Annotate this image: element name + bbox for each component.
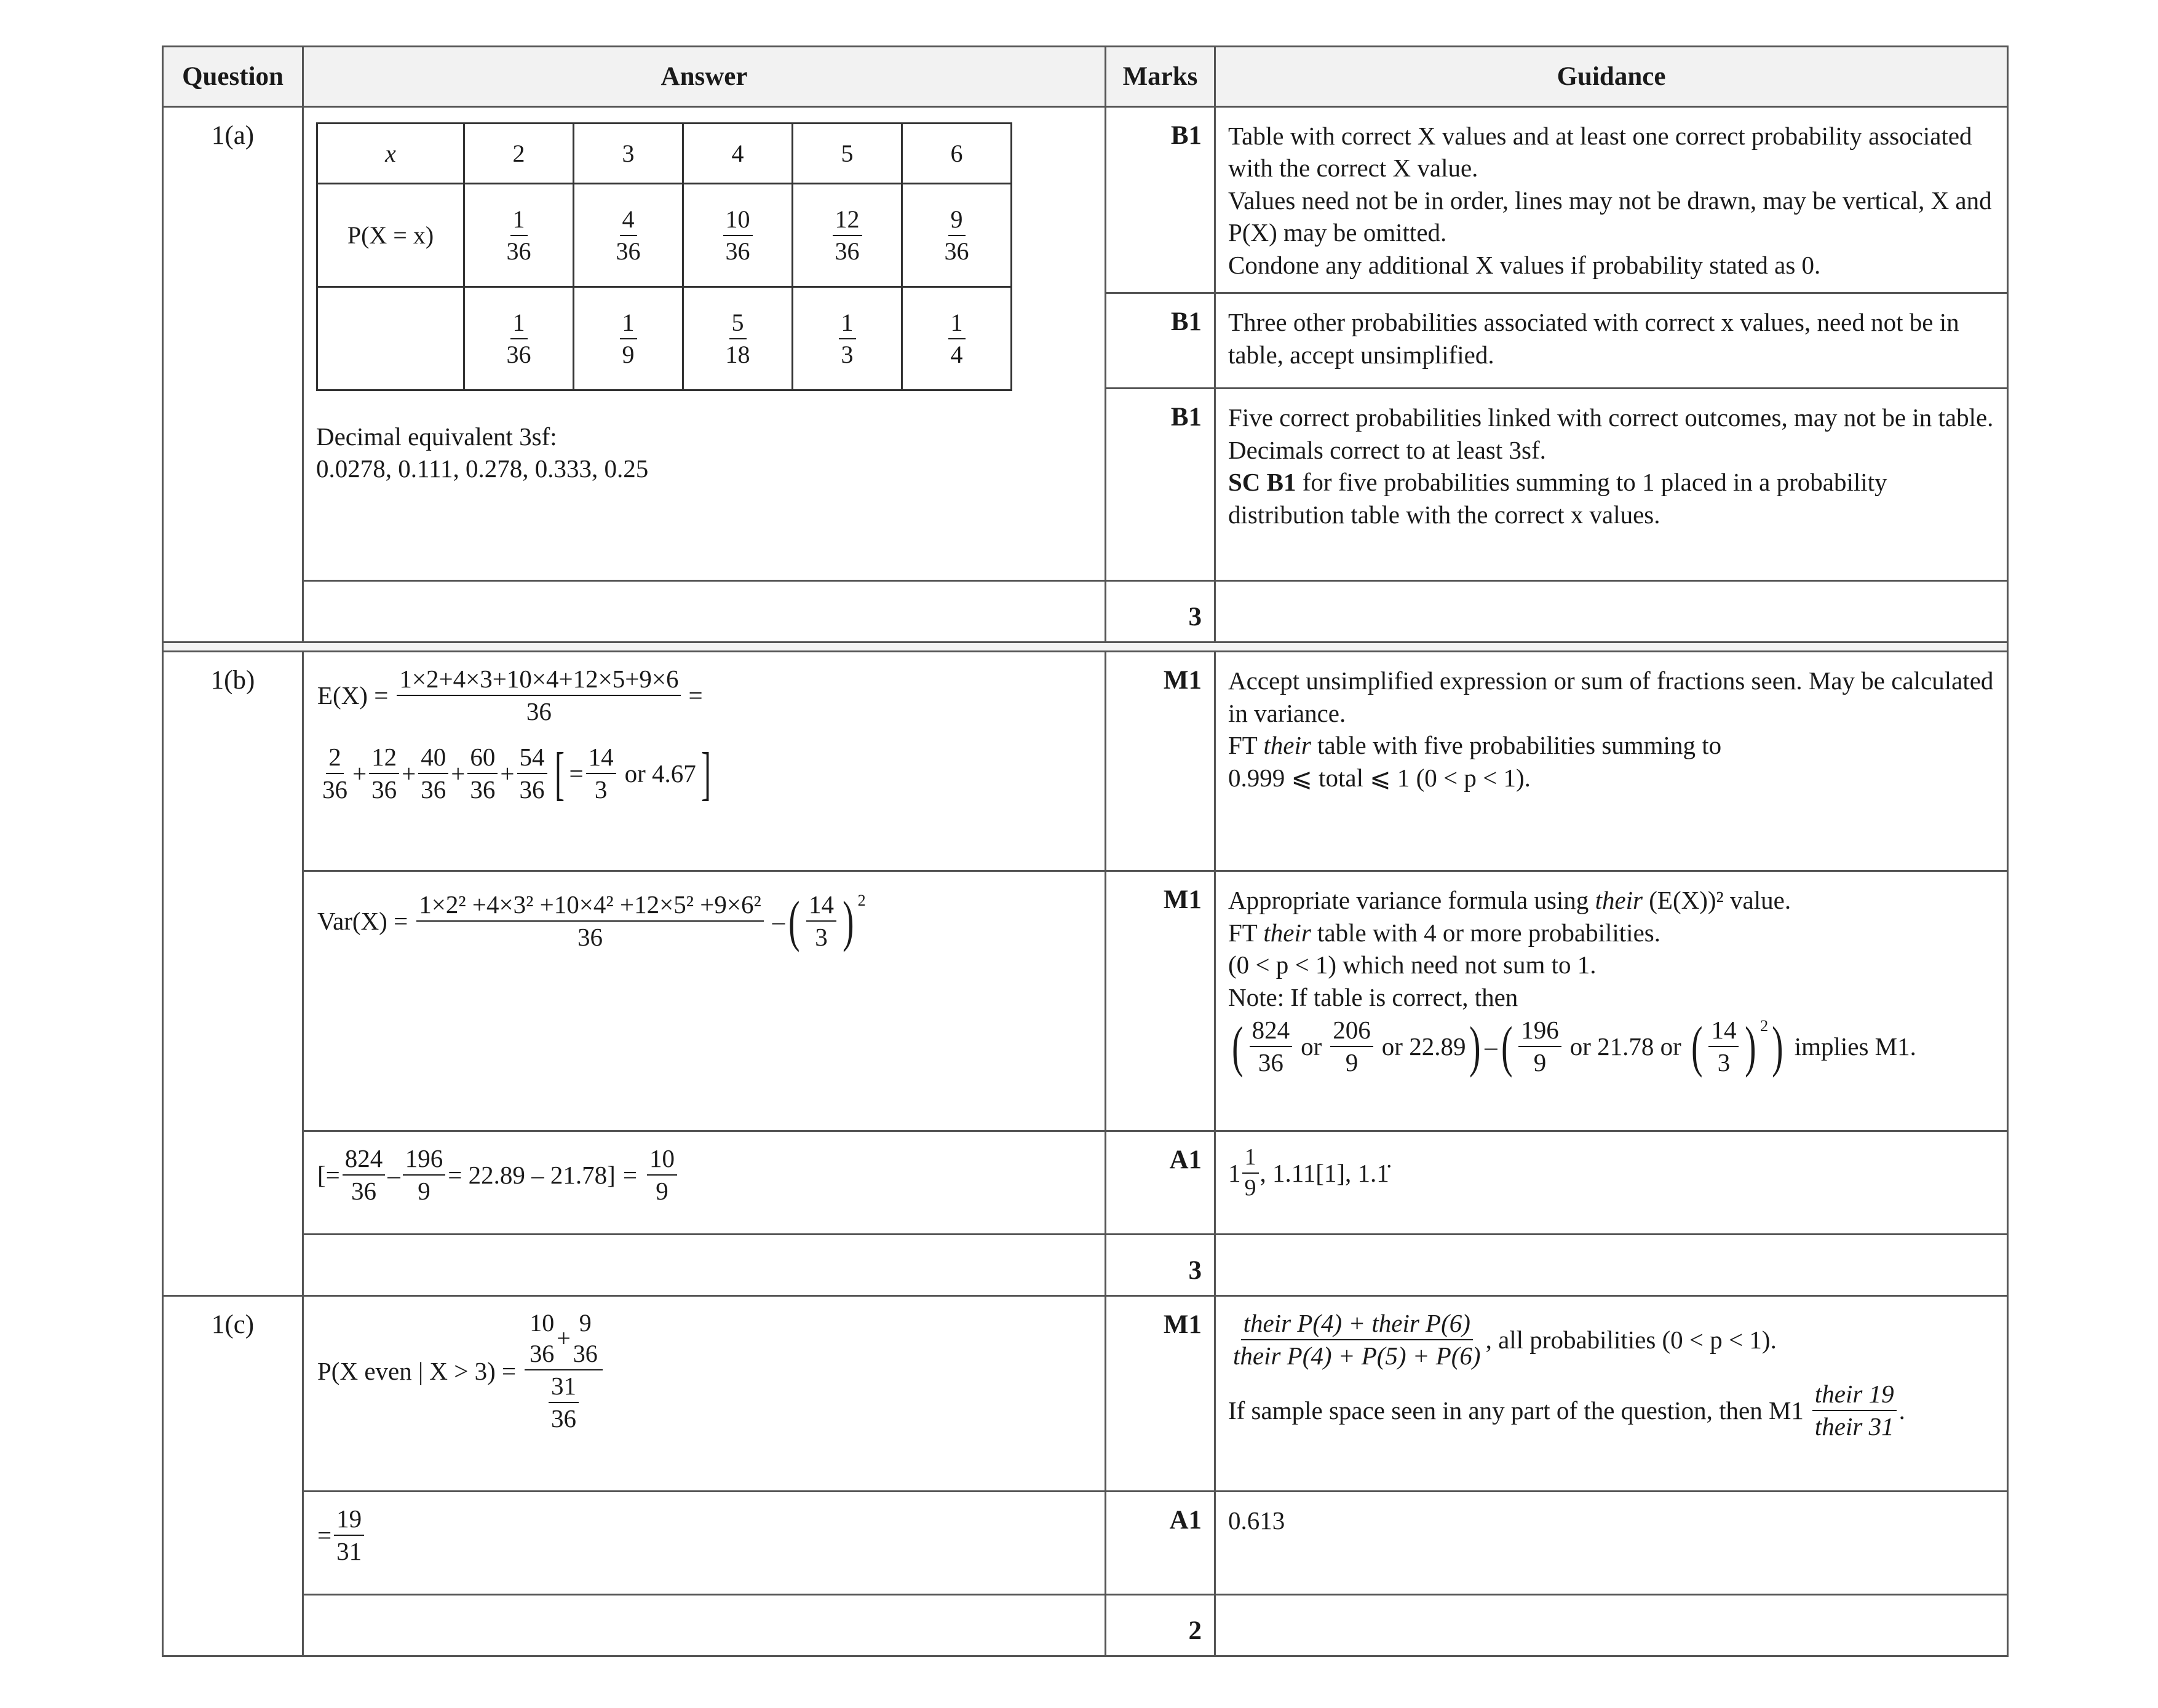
q1c-row-1	[163, 1296, 2008, 1492]
mark-code: A1	[1106, 1131, 1215, 1235]
q1b-label: 1(b)	[163, 652, 303, 1296]
x-value: 5	[793, 124, 902, 184]
total-marks: 3	[1106, 1235, 1215, 1296]
header-question: Question	[163, 47, 303, 107]
header-marks: Marks	[1106, 47, 1215, 107]
header-row	[163, 47, 2008, 107]
decimal-values: 0.0278, 0.111, 0.278, 0.333, 0.25	[316, 454, 649, 483]
guidance-q1b-1: Accept unsimplified expression or sum of fractions seen. May be calculated in variance. FT their table with five probabilities summing to 0.999 ⩽ total ⩽ 1 (0 < p < 1).	[1215, 652, 2008, 871]
mark-code: M1	[1106, 1296, 1215, 1492]
q1c-total-row	[163, 1595, 2008, 1656]
mark-code: B1	[1106, 107, 1215, 293]
q1c-row-2	[163, 1492, 2008, 1595]
total-marks: 2	[1106, 1595, 1215, 1656]
guidance-q1a-3: Five correct probabilities linked with correct outcomes, may not be in table. Decimals correct to at least 3sf. SC B1 for five probabilities summing to 1 placed in a probability distribution table with the correct x values.	[1215, 389, 2008, 581]
x-label: x	[317, 124, 464, 184]
p-simplified: $\frac{1}{36}$	[464, 287, 574, 390]
p-value: $\frac{12}{36}$	[793, 184, 902, 287]
q1b-expectation: E(X) = $\frac{1\times 2+4\times 3+10\times 4+12\times 5+9\times 6}{36}$ = $\frac{2}{36}$ + $\frac{12}{36}$ + $\frac{40}{36}$ + $\frac{60}{36}$ + $\frac{54}{36}$ [ = $\frac{14}{3}$ or 4.67 ]	[303, 652, 1106, 871]
guidance-q1b-3: 1 $\frac{1}{9}$ , 1.11[1], 1.1̇	[1215, 1131, 2008, 1235]
p-simplified: $\frac{1}{3}$	[793, 287, 902, 390]
q1c-answer: P(X even | X > 3) = 10 36 + 9 36 $\frac{31}{36}$	[303, 1296, 1106, 1492]
q1b-total-row	[163, 1235, 2008, 1296]
header-guidance: Guidance	[1215, 47, 2008, 107]
p-simplified: $\frac{1}{4}$	[902, 287, 1012, 390]
section-separator	[163, 642, 2008, 652]
guidance-q1a-1: Table with correct X values and at least one correct probability associated with the correct X value. Values need not be in order, lines may not be drawn, may be vertical, X and P(X) may be omitted. Condone any additional X values if probability stated as 0.	[1215, 107, 2008, 293]
guidance-q1c-2: 0.613	[1215, 1492, 2008, 1595]
q1b-calculation: [= $\frac{824}{36}$ – $\frac{196}{9}$ = 22.89 – 21.78] = $\frac{10}{9}$	[303, 1131, 1106, 1235]
mark-code: M1	[1106, 652, 1215, 871]
x-value: 2	[464, 124, 574, 184]
q1c-label: 1(c)	[163, 1296, 303, 1656]
q1b-row-1	[163, 652, 2008, 871]
decimal-title: Decimal equivalent 3sf:	[316, 422, 557, 451]
mark-code: B1	[1106, 293, 1215, 389]
mark-code: M1	[1106, 871, 1215, 1131]
guidance-q1c-1: $\frac{\text{their P(4) + their P(6)}}{\text{their P(4) + P(5) + P(6)}}$ , all probabilities (0 < p < 1). If sample space seen in any part of the question, then M1 $\frac{\text{their 19}}{\text{their 31}}$ .	[1215, 1296, 2008, 1492]
p-label: P(X = x)	[317, 184, 464, 287]
q1a-label: 1(a)	[163, 107, 303, 642]
p-simplified: $\frac{1}{9}$	[574, 287, 683, 390]
probability-table	[316, 122, 1012, 391]
q1a-total-row	[163, 581, 2008, 642]
p-simplified: $\frac{5}{18}$	[683, 287, 793, 390]
total-marks: 3	[1106, 581, 1215, 642]
q1a-answer	[303, 107, 1106, 581]
mark-code: A1	[1106, 1492, 1215, 1595]
x-value: 6	[902, 124, 1012, 184]
mark-code: B1	[1106, 389, 1215, 581]
p-value: $\frac{4}{36}$	[574, 184, 683, 287]
header-answer: Answer	[303, 47, 1106, 107]
empty-cell	[317, 287, 464, 390]
guidance-q1a-2: Three other probabilities associated with correct x values, need not be in table, accept unsimplified.	[1215, 293, 2008, 389]
q1b-row-3	[163, 1131, 2008, 1235]
guidance-q1b-2: Appropriate variance formula using their (E(X))² value. FT their table with 4 or more probabilities. (0 < p < 1) which need not sum to 1. Note: If table is correct, then ( $\frac{824}{36}$ or $\frac{206}{9}$ or 22.89 ) – ( $\frac{196}{9}$ or 21.78 or ( $\frac{14}{3}$ ) $^2$ ) implies M1.	[1215, 871, 2008, 1131]
x-value: 3	[574, 124, 683, 184]
q1b-variance: Var(X) = $\frac{\text{1×2² +4×3² +10×4² +12×5² +9×6²}}{36}$ – ( $\frac{14}{3}$ ) $^2$	[303, 871, 1106, 1131]
q1b-row-2	[163, 871, 2008, 1131]
x-value: 4	[683, 124, 793, 184]
p-value: $\frac{1}{36}$	[464, 184, 574, 287]
q1c-result: = $\frac{19}{31}$	[303, 1492, 1106, 1595]
p-value: $\frac{10}{36}$	[683, 184, 793, 287]
mark-scheme-table	[162, 45, 2009, 1657]
p-value: $\frac{9}{36}$	[902, 184, 1012, 287]
q1a-row-1	[163, 107, 2008, 293]
